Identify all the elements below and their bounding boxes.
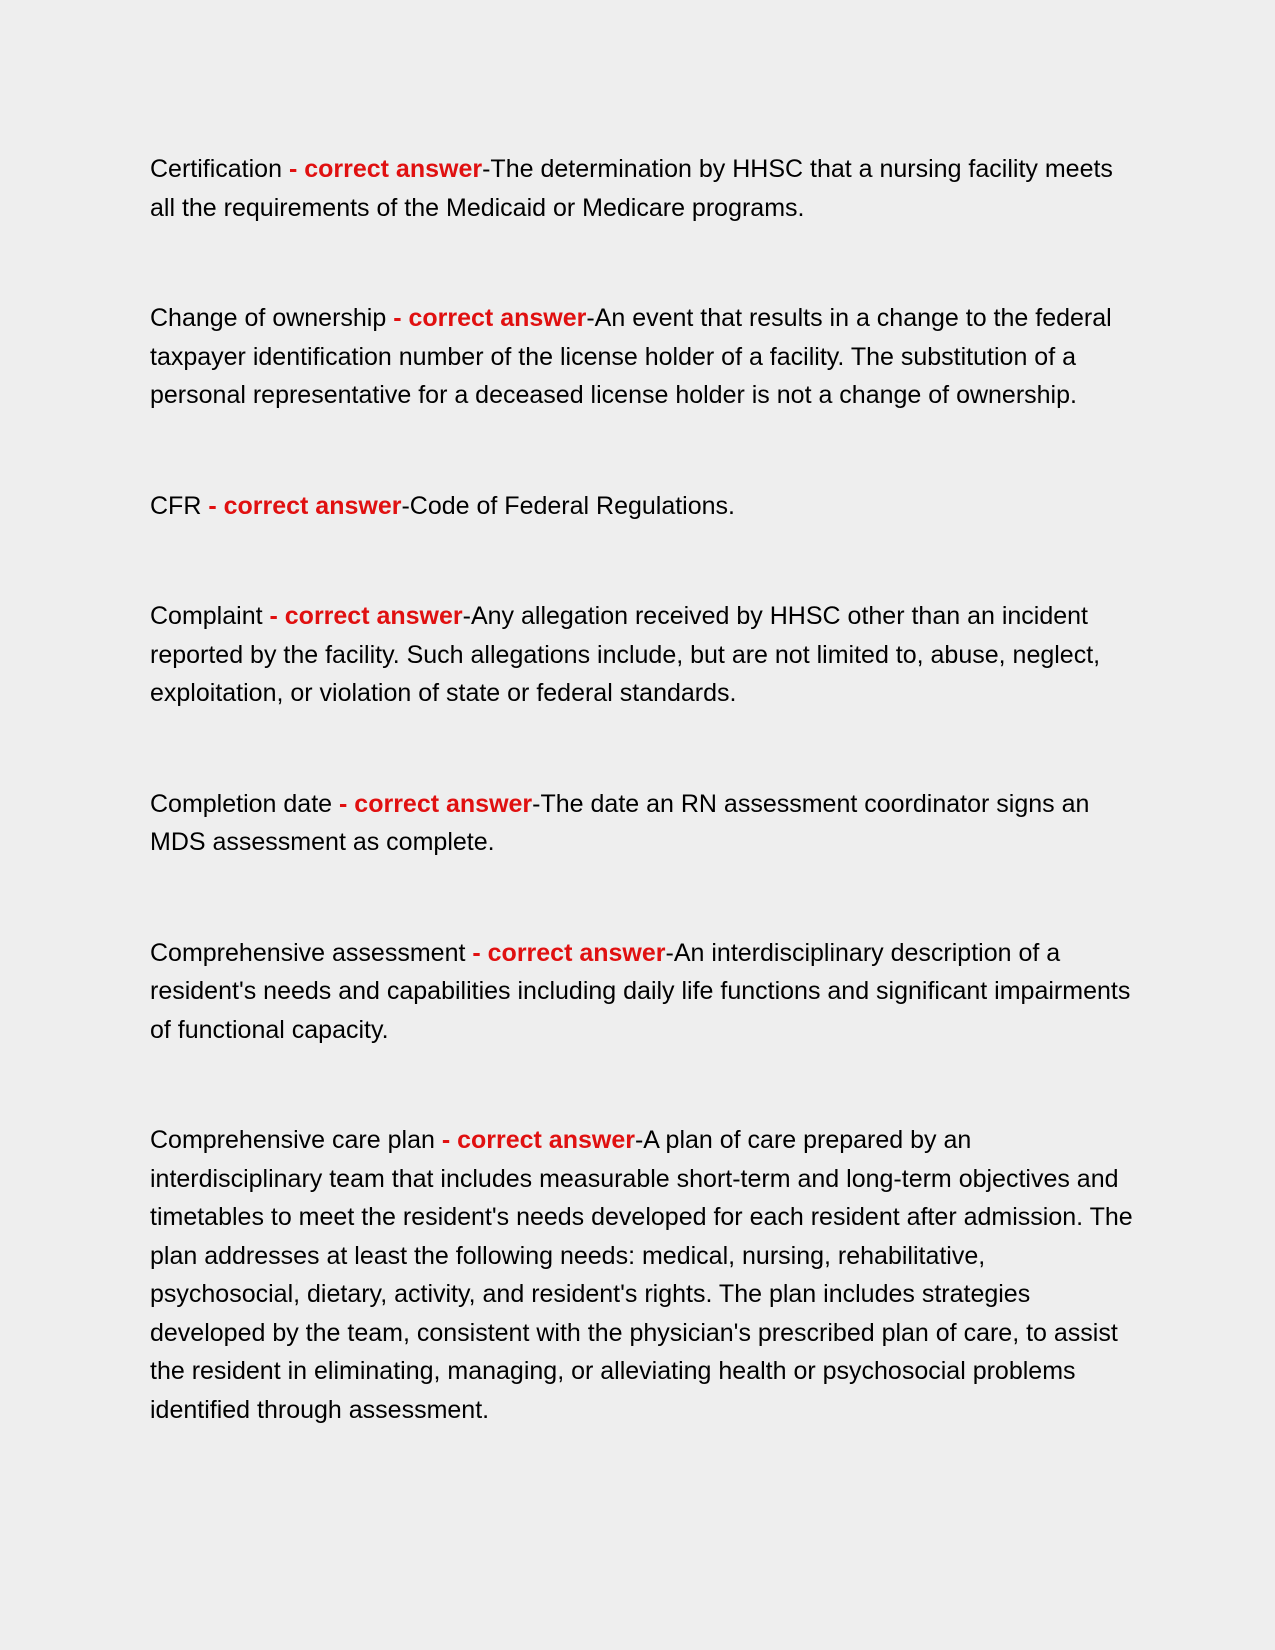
answer-marker: - correct answer — [269, 602, 463, 630]
document-body — [150, 150, 1135, 1501]
term: Completion date — [150, 789, 340, 818]
definition-text: -Any allegation received by HHSC other than an incident reported by the facility. Such allegations include, but are not limited to, abuse, neglect, exploitation, or violation of state or federal standards. — [150, 602, 1101, 707]
term: Comprehensive assessment — [150, 938, 473, 967]
definition-entry — [150, 1121, 1135, 1429]
definition-entry — [150, 785, 1135, 862]
answer-marker: - correct answer — [288, 155, 483, 183]
definition-entry — [150, 597, 1135, 713]
definition-text: -An event that results in a change to the federal taxpayer identification number of the license holder of a facility. The substitution of a personal representative for a deceased license holder is not a change of ownership. — [150, 304, 1112, 409]
term: Comprehensive care plan — [150, 1126, 442, 1154]
answer-marker: - correct answer — [208, 491, 402, 520]
definition-text: -Code of Federal Regulations. — [401, 491, 735, 520]
term: Complaint — [150, 602, 270, 630]
definition-text: -An interdisciplinary description of a resident's needs and capabilities including daily life functions and significant impairments of functional capacity. — [150, 938, 1131, 1044]
definition-text: -The determination by HHSC that a nursing facility meets all the requirements of the Medicaid or Medicare programs. — [150, 155, 1113, 222]
definition-entry — [150, 487, 1135, 526]
answer-marker: - correct answer — [339, 789, 533, 818]
term: CFR — [150, 491, 209, 520]
definition-entry — [150, 150, 1135, 227]
term: Certification — [150, 155, 289, 183]
definition-text: -A plan of care prepared by an interdisciplinary team that includes measurable short-term and long-term objectives and timetables to meet the resident's needs developed for each resident after admission. The plan addresses at least the following needs: medical, nursing, rehabilitative, psychosocial, dietary, activity, and resident's rights. The plan includes strategies developed by the team, consistent with the physician's prescribed plan of care, to assist the resident in eliminating, managing, or alleviating health or psychosocial problems identified through assessment. — [150, 1126, 1133, 1424]
definition-entry — [150, 934, 1135, 1050]
answer-marker: - correct answer — [472, 938, 666, 967]
term: Change of ownership — [150, 304, 394, 332]
definition-entry — [150, 299, 1135, 415]
answer-marker: - correct answer — [441, 1126, 635, 1154]
answer-marker: - correct answer — [393, 304, 587, 332]
definition-text: -The date an RN assessment coordinator signs an MDS assessment as complete. — [150, 789, 1090, 856]
